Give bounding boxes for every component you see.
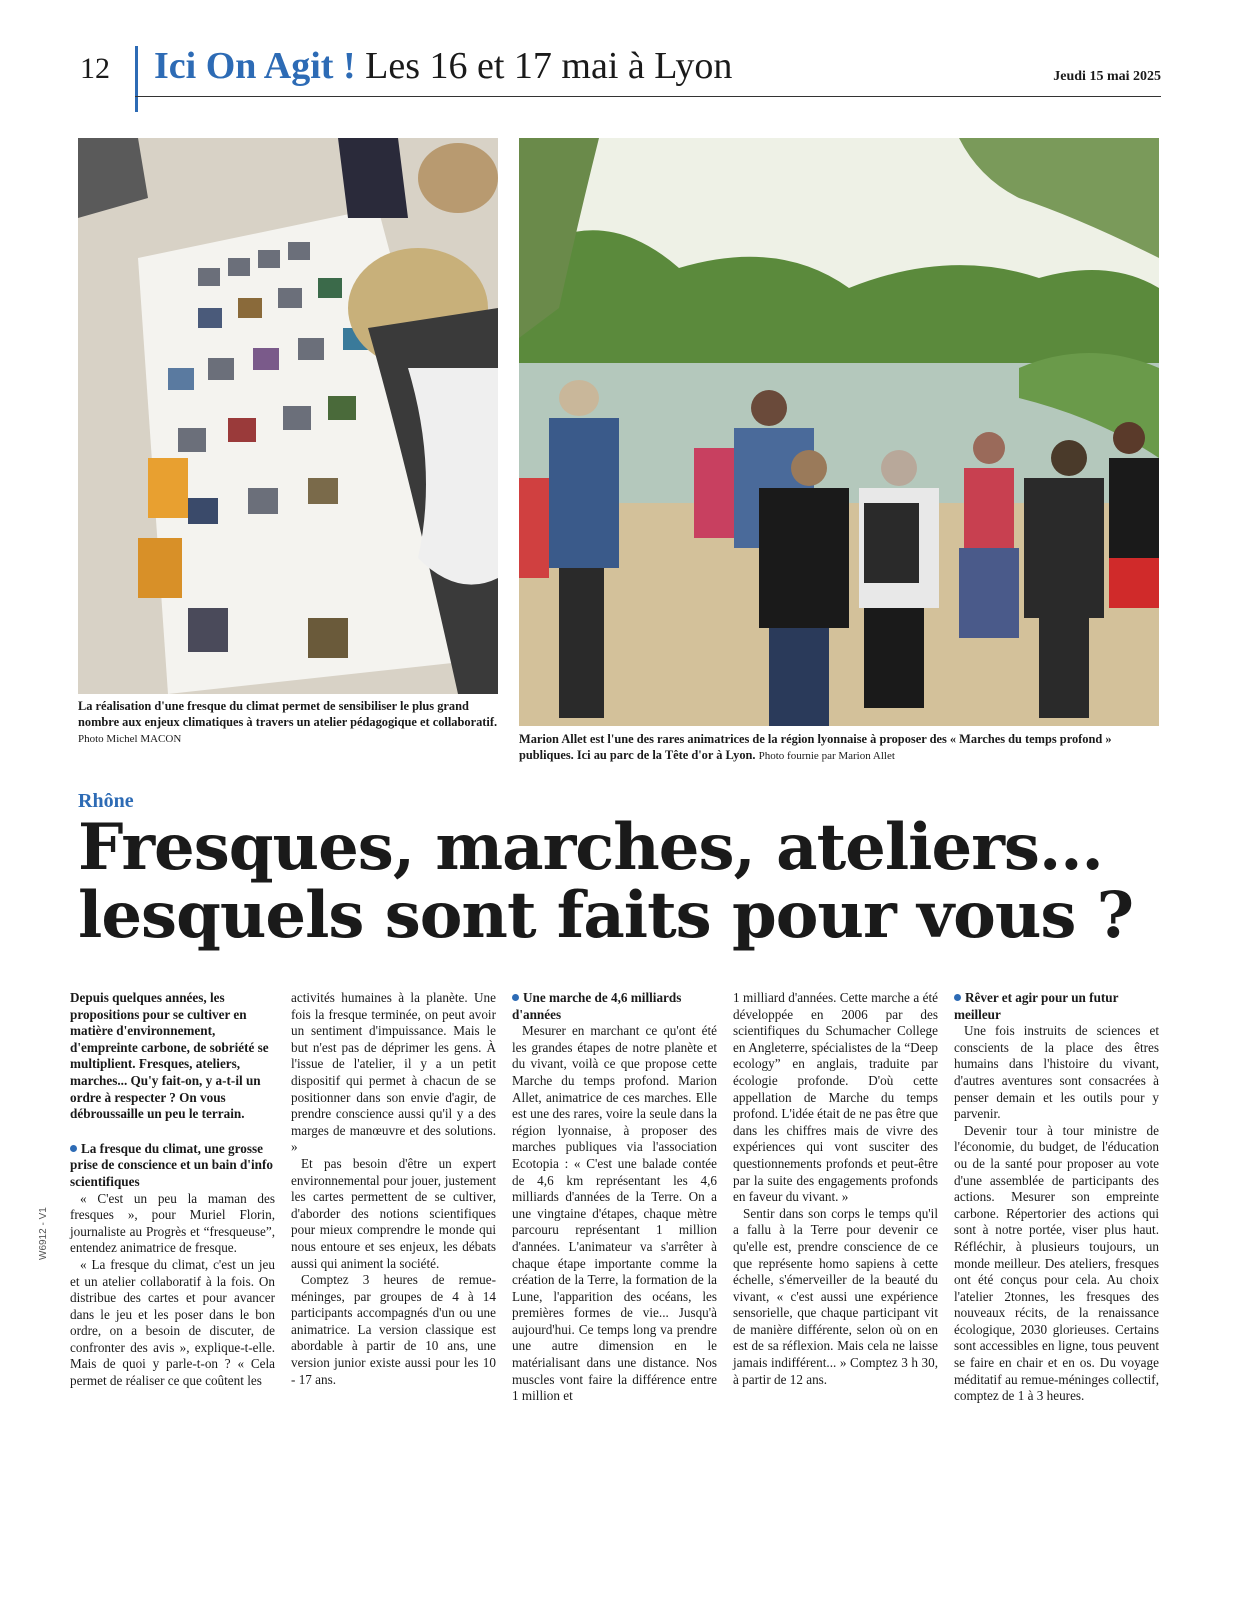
article-column-5: [954, 990, 1159, 1405]
paragraph: « La fresque du climat, c'est un jeu et un atelier collaboratif à la fois. On distribue des cartes et pour avancer dans le jeu et les poser dans le bon ordre, on a besoin de discuter, de confronter des avis », explique-t-elle. Mais de quoi y parle-t-on ? « Cela permet de réaliser ce que coûtent les: [70, 1256, 275, 1389]
page-header: [154, 44, 732, 88]
paragraph: Devenir tour à tour ministre de l'économie, du budget, de l'éducation ou de la santé pour proposer au vote d'une assemblée de participants des actions. Mesurer son empreinte carbone. Répertorier des actions qui sont à notre portée, viser plus haut. Réfléchir, à plusieurs toujours, un monde meilleur. Des ateliers, fresques ont été conçus pour cela. Au choix l'atelier 2tonnes, les fresques des nouveaux récits, de la renaissance écologique, 2030 glorieuses. Certains sont accessibles en ligne, tous peuvent se faire en chair et en os. Du voyage méditatif au remue-méninges collectif, comptez de 1 à 3 heures.: [954, 1122, 1159, 1404]
article-chapo: Depuis quelques années, les propositions pour se cultiver en matière d'environnement, d'empreinte carbone, de sobriété se multiplient. Fresques, ateliers, marches... Qu'y fait-on, y a-t-il un ordre à respecter ? On vous débroussaille un peu le terrain.: [70, 990, 269, 1122]
paragraph: Mesurer en marchant ce qu'ont été les grandes étapes de notre planète et du vivant, voilà ce que propose cette Marche du temps profond. Marion Allet, animatrice de ces marches. Elle est une des rares, voire la seule dans la région lyonnaise, à proposer des marches publiques via l'association Ecotopia : « C'est une balade contée de 4,6 km représentant les 4,6 milliards d'années de la Terre. On a une vingtaine d'étapes, chaque mètre parcouru représentant 1 million d'années. L'animateur va s'arrêter à chaque étape importante comme la création de la Terre, la formation de la Lune, l'apparition des océans, les premières formes de vie... Jusqu'à aujourd'hui. Ce temps long va prendre une autre dimension en le matérialisant dans une distance. Nos muscles vont faire la différence entre 1 million et: [512, 1023, 717, 1404]
header-title: Les 16 et 17 mai à Lyon: [365, 45, 733, 87]
section-name: Ici On Agit !: [154, 45, 356, 87]
photo-marche: [519, 138, 1159, 726]
subheading-text: Une marche de 4,6 milliards d'années: [512, 990, 682, 1022]
article-kicker: Rhône: [78, 790, 134, 812]
photo-fresque: [78, 138, 498, 694]
headline-line-1: Fresques, marches, ateliers...: [78, 810, 1103, 885]
headline-line-2: lesquels sont faits pour vous ?: [78, 878, 1134, 953]
paragraph: 1 milliard d'années. Cette marche a été développée en 2006 par des scientifiques du Schumacher College en Angleterre, spécialistes de la “Deep ecology” en anglais, traduite par écologie profonde. D'où cette appellation de Marche du temps profond. L'idée était de ne pas être que dans les chiffres mais de vivre des expériences qui vont susciter des questionnements profonds et peut-être par la suite des engagements profonds en faveur du vivant. »: [733, 990, 938, 1205]
subheading-text: Rêver et agir pour un futur meilleur: [954, 990, 1119, 1022]
bullet-icon: [512, 994, 519, 1001]
photo-credit: Photo fournie par Marion Allet: [758, 750, 895, 762]
photo-marche-caption: [519, 731, 1159, 764]
paragraph: Une fois instruits de sciences et conscients de la place des êtres humains dans l'histoire du vivant, d'autres aventures sont consacrées à penser demain et les outils pour y parvenir.: [954, 1023, 1159, 1122]
issue-date: Jeudi 15 mai 2025: [1053, 69, 1161, 84]
photo-fresque-caption: [78, 698, 498, 747]
page-number: 12: [80, 52, 110, 85]
photo-marche-illustration: [519, 138, 1159, 726]
bullet-icon: [954, 994, 961, 1001]
photo-fresque-illustration: [78, 138, 498, 694]
subheading-fresque: [70, 1141, 275, 1191]
bullet-icon: [70, 1145, 77, 1152]
article-column-1: [70, 990, 275, 1390]
print-code: W6912 - V1: [38, 1207, 49, 1260]
article-column-3: [512, 990, 717, 1405]
caption-text: La réalisation d'une fresque du climat permet de sensibiliser le plus grand nombre aux enjeux climatiques à travers un atelier pédagogique et collaboratif.: [78, 699, 498, 729]
article-headline: [78, 810, 1178, 953]
paragraph: activités humaines à la planète. Une fois la fresque terminée, on peut avoir un sentiment d'impuissance. Mais le but n'est pas de déprimer les gens. À l'issue de l'atelier, il y a un petit dispositif qui permet à chacun de se positionner dans son envie d'agir, de prendre conscience aussi qu'il y a des marges de manœuvre et des solutions. »: [291, 990, 496, 1155]
paragraph: Sentir dans son corps le temps qu'il a fallu à la Terre pour devenir ce qu'elle est, prendre conscience de ce que représente homo sapiens à cette échelle, s'émerveiller de la beauté du vivant, « c'est aussi une expérience sensorielle, que chaque participant vit de manière différente, selon où on en est de sa réflexion. Mais cela ne laisse jamais indifférent... » Comptez 3 h 30, à partir de 12 ans.: [733, 1205, 938, 1387]
article-column-2: [291, 990, 496, 1388]
subheading-rever: [954, 990, 1159, 1023]
paragraph: Comptez 3 heures de remue-méninges, par groupes de 4 à 14 participants accompagnés d'un ou une animatrice. La version classique est abordable à partir de 10 ans, une version junior existe aussi pour les 10 - 17 ans.: [291, 1272, 496, 1387]
header-rule: [135, 96, 1161, 97]
paragraph: Et pas besoin d'être un expert environnemental pour jouer, justement les cartes permettent de se cultiver, d'aborder des notions scientifiques pour mieux comprendre le monde qui nous entoure et ses enjeux, les débats aussi qui animent la société.: [291, 1155, 496, 1271]
paragraph: « C'est un peu la maman des fresques », pour Muriel Florin, journaliste au Progrès et “fresqueuse”, entendez animatrice de fresque.: [70, 1190, 275, 1256]
header-accent-bar: [135, 46, 138, 112]
photo-credit: Photo Michel MACON: [78, 733, 182, 745]
subheading-marche: [512, 990, 717, 1023]
subheading-text: La fresque du climat, une grosse prise de conscience et un bain d'info scientifiques: [70, 1140, 273, 1189]
article-column-4: [733, 990, 938, 1388]
caption-text: Marion Allet est l'une des rares animatrices de la région lyonnaise à proposer des « Marches du temps profond » publiques. Ici au parc de la Tête d'or à Lyon.: [519, 732, 1112, 762]
